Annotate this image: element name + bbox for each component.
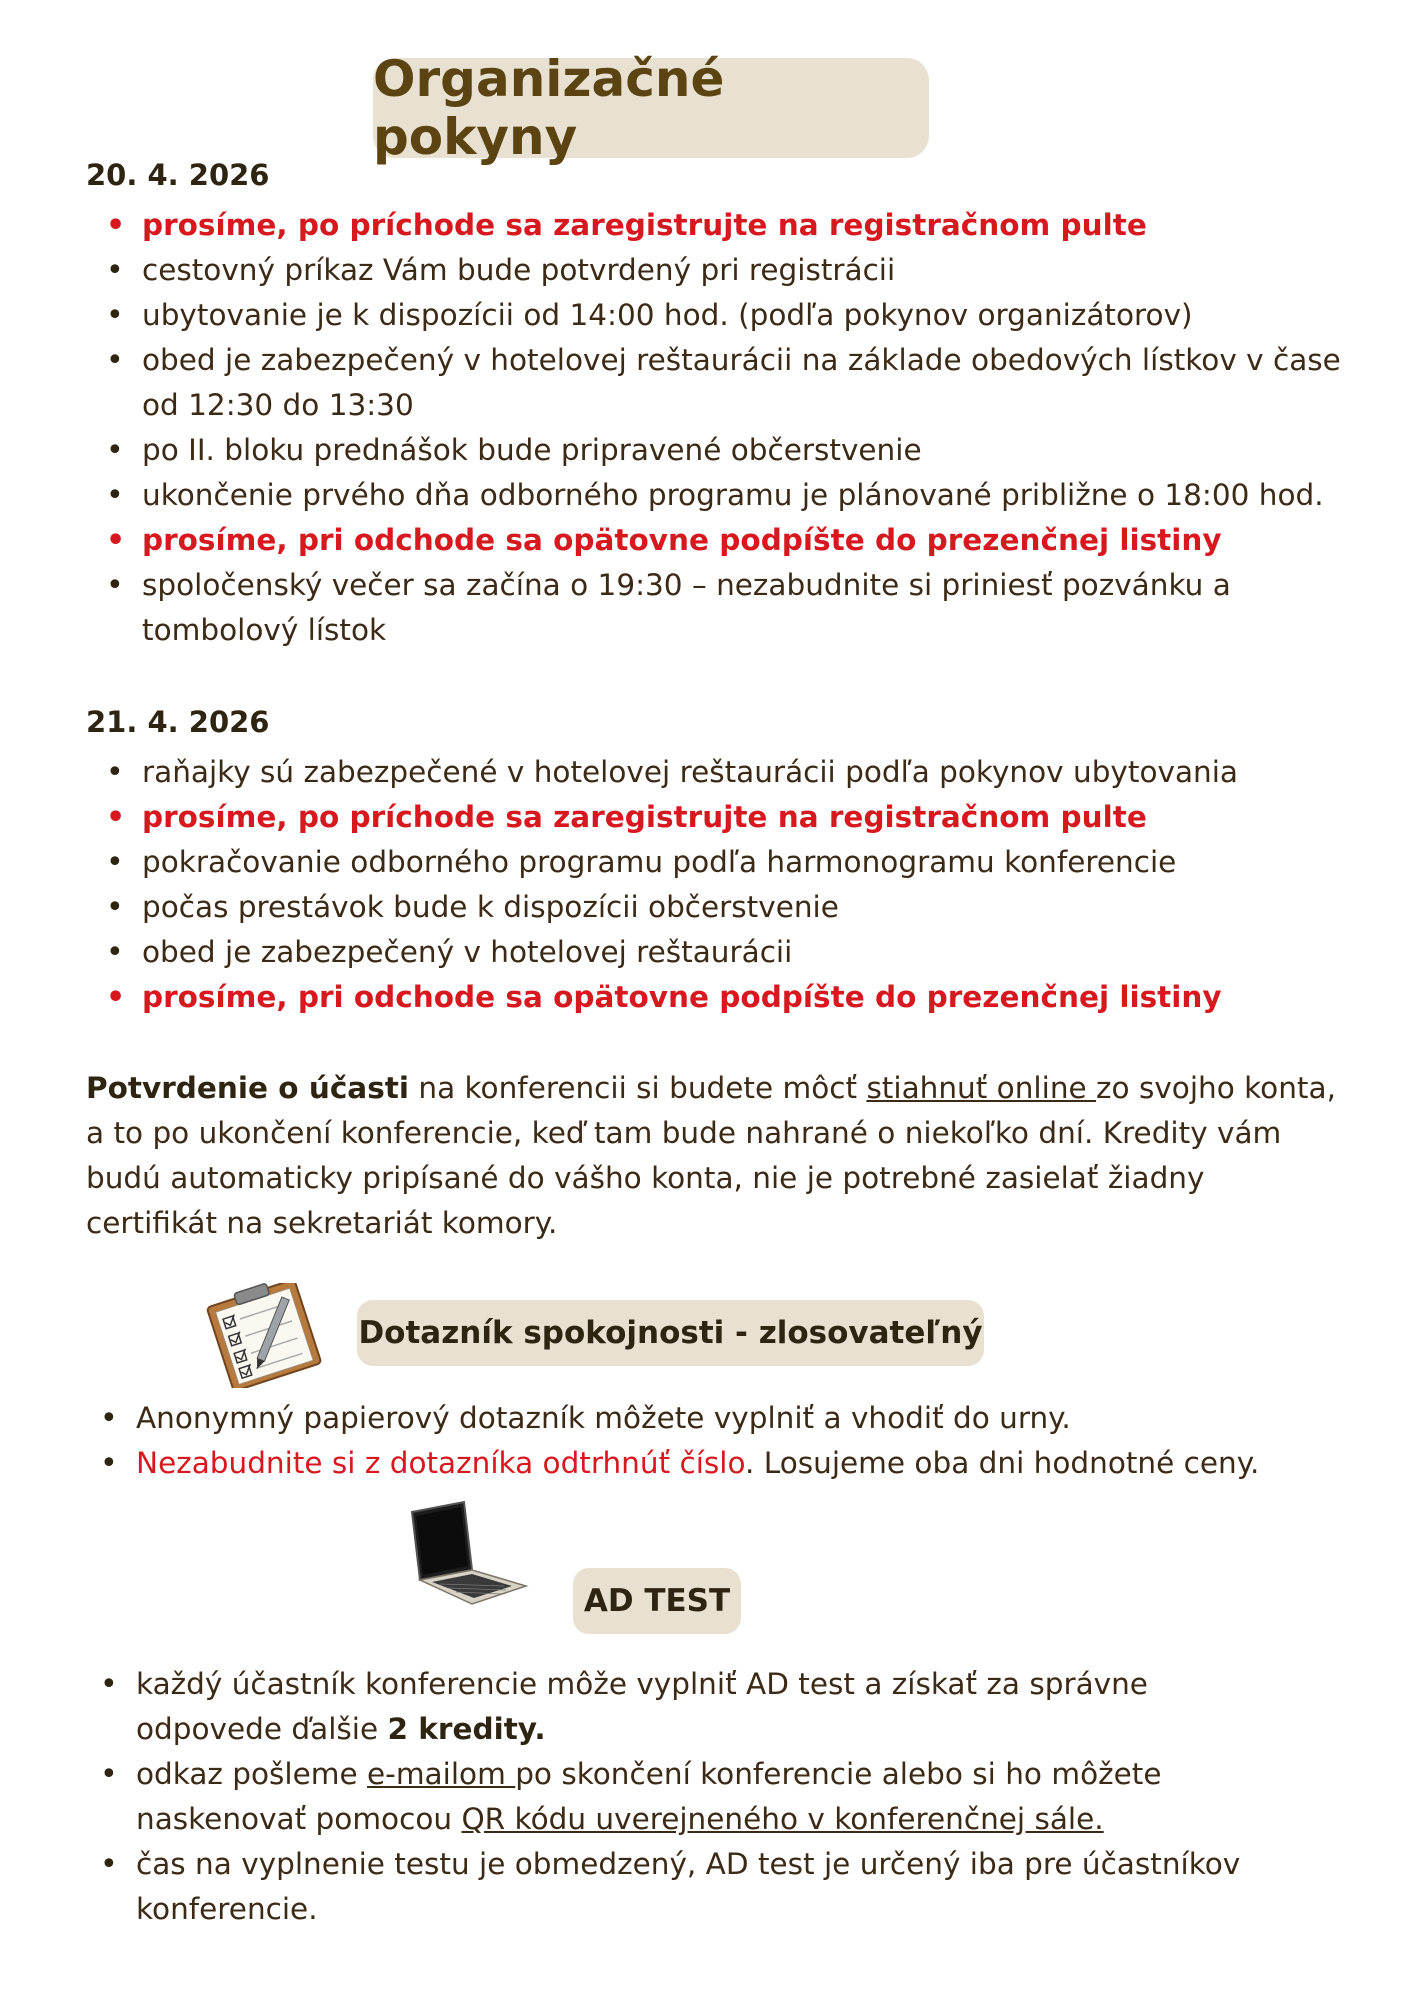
confirmation-text-2: zo svojho konta, a to po ukončení konferencie, keď tam bude nahrané o niekoľko dní. Kredity vám budú automaticky pripísané do vášho konta, nie je potrebné zasielať žiadny certifikát na sekretariát komory. bbox=[86, 1071, 1336, 1240]
survey-list bbox=[80, 1396, 1350, 1486]
list-item: • pokračovanie odborného programu podľa harmonogramu konferencie bbox=[86, 840, 1336, 885]
day2-date: 21. 4. 2026 bbox=[86, 705, 270, 739]
list-item: • čas na vyplnenie testu je obmedzený, AD test je určený iba pre účastníkov konferencie. bbox=[80, 1842, 1316, 1932]
survey-reminder-rest: . Losujeme oba dni hodnotné ceny. bbox=[745, 1446, 1260, 1480]
list-item bbox=[80, 1752, 1286, 1842]
laptop-icon bbox=[402, 1500, 532, 1614]
adtest-credits: 2 kredity. bbox=[387, 1712, 546, 1746]
qr-code-link[interactable]: QR kódu uverejneného v konferenčnej sále. bbox=[461, 1802, 1104, 1836]
adtest-heading: AD TEST bbox=[573, 1568, 741, 1634]
adtest-item2-b: po skončení konferencie alebo si ho môžete naskenovať pomocou bbox=[136, 1757, 1162, 1836]
adtest-item1-text: každý účastník konferencie môže vyplniť AD test a získať za správne odpovede ďalšie bbox=[136, 1667, 1148, 1746]
list-item: • prosíme, pri odchode sa opätovne podpíšte do prezenčnej listiny bbox=[86, 975, 1336, 1020]
list-item: • ukončenie prvého dňa odborného programu je plánované približne o 18:00 hod. bbox=[86, 473, 1336, 518]
list-item: • obed je zabezpečený v hotelovej reštaurácii bbox=[86, 930, 1336, 975]
page-title: Organizačné pokyny bbox=[373, 58, 929, 158]
confirmation-paragraph bbox=[86, 1066, 1336, 1246]
adtest-list bbox=[80, 1662, 1300, 1932]
list-item: • spoločenský večer sa začína o 19:30 – nezabudnite si priniesť pozvánku a tombolový lístok bbox=[86, 563, 1336, 653]
email-link[interactable]: e-mailom bbox=[367, 1757, 516, 1791]
list-item: • ubytovanie je k dispozícii od 14:00 hod. (podľa pokynov organizátorov) bbox=[86, 293, 1336, 338]
confirmation-text: na konferencii si budete môcť bbox=[409, 1071, 867, 1105]
list-item bbox=[80, 1441, 1350, 1486]
list-item: • Anonymný papierový dotazník môžete vyplniť a vhodiť do urny. bbox=[80, 1396, 1350, 1441]
download-online-link[interactable]: stiahnuť online bbox=[866, 1071, 1097, 1105]
list-item: • prosíme, po príchode sa zaregistrujte na registračnom pulte bbox=[86, 795, 1336, 840]
list-item: • obed je zabezpečený v hotelovej reštaurácii na základe obedových lístkov v čase od 12:30 do 13:30 bbox=[86, 338, 1342, 428]
adtest-item2-a: odkaz pošleme bbox=[136, 1757, 368, 1791]
survey-heading: Dotazník spokojnosti - zlosovateľný bbox=[357, 1300, 984, 1366]
day1-list bbox=[86, 203, 1341, 653]
confirmation-bold: Potvrdenie o účasti bbox=[86, 1071, 409, 1105]
day2-list bbox=[86, 750, 1336, 1020]
list-item bbox=[80, 1662, 1286, 1752]
clipboard-checklist-icon bbox=[200, 1283, 330, 1392]
list-item: • raňajky sú zabezpečené v hotelovej reštaurácii podľa pokynov ubytovania bbox=[86, 750, 1336, 795]
list-item: • prosíme, po príchode sa zaregistrujte na registračnom pulte bbox=[86, 203, 1336, 248]
survey-reminder-red: Nezabudnite si z dotazníka odtrhnúť číslo bbox=[136, 1446, 746, 1480]
day1-date: 20. 4. 2026 bbox=[86, 158, 270, 192]
list-item: • cestovný príkaz Vám bude potvrdený pri registrácii bbox=[86, 248, 1336, 293]
list-item: • počas prestávok bude k dispozícii občerstvenie bbox=[86, 885, 1336, 930]
list-item: • prosíme, pri odchode sa opätovne podpíšte do prezenčnej listiny bbox=[86, 518, 1336, 563]
list-item: • po II. bloku prednášok bude pripravené občerstvenie bbox=[86, 428, 1336, 473]
